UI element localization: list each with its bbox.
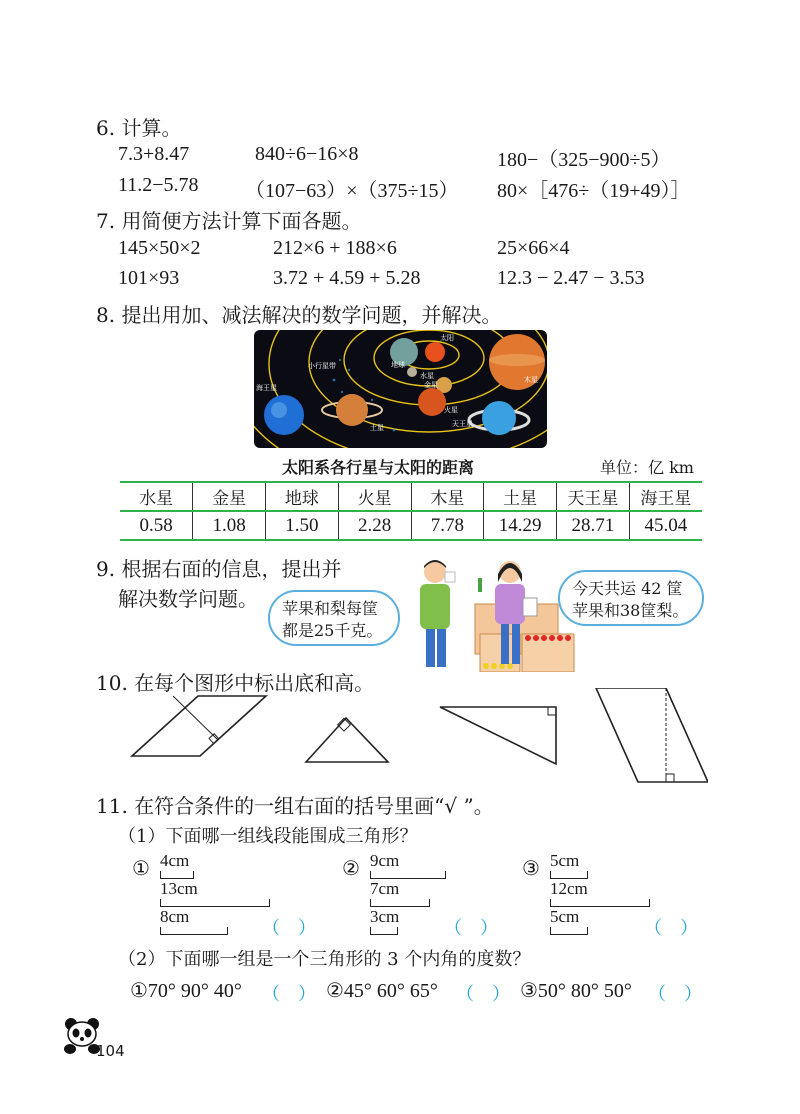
segment-label: 5cm — [550, 907, 580, 926]
segment-line — [370, 871, 446, 879]
table-header: 火星 — [338, 482, 411, 511]
q7-title: 7. 用简便方法计算下面各题。 — [96, 209, 362, 233]
answer-parenthesis[interactable]: （ ） — [648, 984, 702, 1005]
angle-option-2: ②45° 60° 65° — [326, 980, 438, 1002]
segment-label: 7cm — [370, 879, 400, 898]
table-cell: 28.71 — [557, 511, 630, 540]
segment-line — [160, 871, 194, 879]
bubble-right-line2: 苹果和38筐梨。 — [572, 601, 689, 620]
speech-bubble-left — [268, 590, 400, 646]
answer-parenthesis[interactable]: （ ） — [644, 918, 698, 939]
q7-expr-4: 101×93 — [118, 267, 180, 289]
table-header: 土星 — [484, 482, 557, 511]
answer-parenthesis[interactable]: （ ） — [456, 984, 510, 1005]
table-header: 天王星 — [557, 482, 630, 511]
label-venus: 金星 — [424, 381, 438, 389]
bubble-left-line1: 苹果和梨每筐 — [282, 599, 379, 618]
q9-title-line1: 9. 根据右面的信息，提出并 — [96, 557, 342, 581]
table-cell: 7.78 — [411, 511, 484, 540]
segment-line — [370, 927, 398, 935]
parallelogram-shape — [132, 696, 266, 756]
segment-label: 13cm — [160, 879, 198, 898]
angle-option-3: ③50° 80° 50° — [520, 980, 632, 1002]
table-cell: 0.58 — [120, 511, 193, 540]
q7-expr-5: 3.72 + 4.59 + 5.28 — [273, 267, 421, 289]
table-unit: 单位：亿 km — [600, 458, 694, 477]
segment-line — [550, 927, 588, 935]
table-header: 水星 — [120, 482, 193, 511]
q7-expr-3: 25×66×4 — [497, 237, 570, 259]
segment-label: 3cm — [370, 907, 400, 926]
people-with-fruit-baskets-image — [400, 556, 585, 672]
q6-expr-1: 7.3+8.47 — [118, 143, 190, 165]
answer-parenthesis[interactable]: （ ） — [262, 918, 316, 939]
q10-title: 10. 在每个图形中标出底和高。 — [96, 671, 375, 695]
segment-label: 4cm — [160, 851, 190, 870]
bubble-left-line2: 都是25千克。 — [282, 621, 383, 640]
q6-expr-4: 11.2−5.78 — [118, 174, 199, 196]
page-number: 104 — [96, 1042, 125, 1060]
q6-expr-3: 180−（325−900÷5） — [497, 149, 671, 171]
segment-line — [550, 899, 650, 907]
q7-expr-2: 212×6 + 188×6 — [273, 237, 397, 259]
segment-line — [370, 899, 430, 907]
label-mercury: 水星 — [420, 372, 434, 380]
speech-bubble-right — [558, 570, 704, 626]
triangle-shape — [306, 718, 388, 762]
label-neptune: 海王星 — [256, 384, 277, 392]
label-uranus: 天王星 — [452, 420, 473, 428]
q7-expr-1: 145×50×2 — [118, 237, 201, 259]
bubble-right-line1: 今天共运 42 筐 — [572, 579, 683, 598]
table-cell: 14.29 — [484, 511, 557, 540]
segment-line — [160, 899, 270, 907]
q6-expr-6: 80×［476÷（19+49）］ — [497, 180, 691, 202]
segment-label: 9cm — [370, 851, 400, 870]
table-cell: 45.04 — [629, 511, 702, 540]
planet-distance-table — [120, 481, 702, 541]
table-cell: 1.08 — [193, 511, 266, 540]
q6-expr-2: 840÷6−16×8 — [255, 143, 359, 165]
angle-option-1: ①70° 90° 40° — [130, 980, 242, 1002]
table-header: 海王星 — [629, 482, 702, 511]
label-saturn: 土星 — [370, 424, 384, 432]
group-3-marker: ③ — [522, 856, 540, 880]
table-header: 地球 — [266, 482, 339, 511]
q6-title: 6. 计算。 — [96, 116, 182, 140]
q11-title: 11. 在符合条件的一组右面的括号里画“√ ”。 — [96, 794, 494, 818]
label-jupiter: 木星 — [524, 376, 538, 384]
segment-label: 12cm — [550, 879, 588, 898]
q8-title: 8. 提出用加、减法解决的数学问题，并解决。 — [96, 303, 502, 327]
segment-label: 5cm — [550, 851, 580, 870]
table-title: 太阳系各行星与太阳的距离 — [282, 458, 475, 477]
table-cell: 1.50 — [266, 511, 339, 540]
right-triangle-shape — [440, 707, 556, 764]
q7-expr-6: 12.3 − 2.47 − 3.53 — [497, 267, 645, 289]
solar-system-image — [254, 330, 547, 448]
q11-part2: （2）下面哪一组是一个三角形的 3 个内角的度数？ — [118, 949, 531, 970]
trapezoid-shape — [596, 688, 708, 782]
segment-line — [160, 927, 228, 935]
table-header: 木星 — [411, 482, 484, 511]
segment-line — [550, 871, 588, 879]
label-asteroid-belt: 小行星带 — [308, 362, 336, 370]
segment-label: 8cm — [160, 907, 190, 926]
group-2-marker: ② — [342, 856, 360, 880]
label-mars: 火星 — [444, 406, 458, 414]
table-cell: 2.28 — [338, 511, 411, 540]
answer-parenthesis[interactable]: （ ） — [262, 984, 316, 1005]
table-header: 金星 — [193, 482, 266, 511]
label-earth: 地球 — [391, 361, 405, 369]
q9-title-line2: 解决数学问题。 — [118, 587, 258, 611]
q11-part1: （1）下面哪一组线段能围成三角形？ — [118, 826, 418, 847]
group-1-marker: ① — [132, 856, 150, 880]
answer-parenthesis[interactable]: （ ） — [444, 918, 498, 939]
q6-expr-5: （107−63）×（375÷15） — [245, 180, 459, 202]
label-sun: 太阳 — [440, 334, 454, 342]
